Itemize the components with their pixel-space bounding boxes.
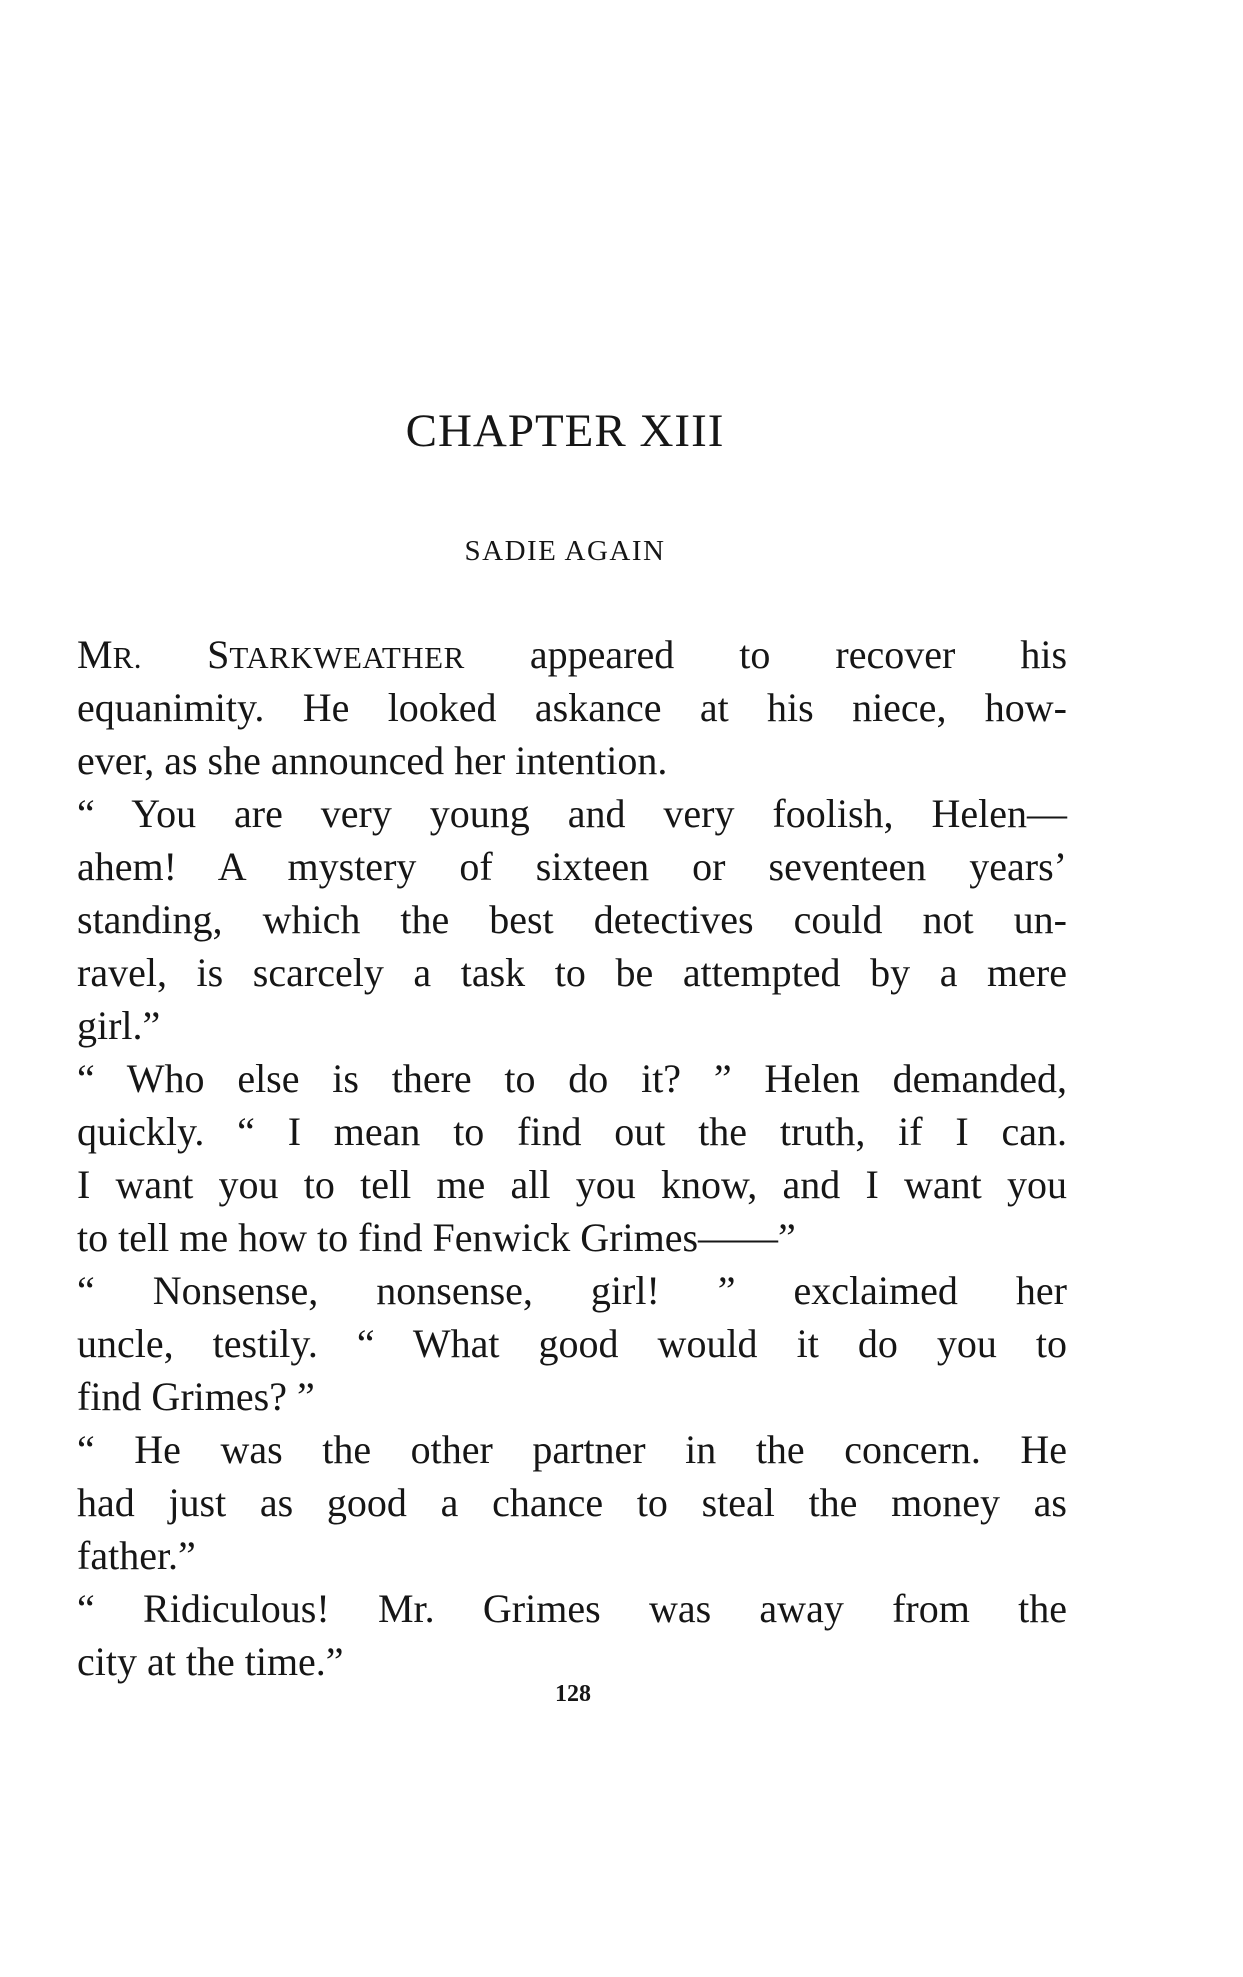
text-line: to tell me how to find Fenwick Grimes——” xyxy=(77,1215,796,1260)
text-line: standing, which the best detectives could not un- xyxy=(77,897,1067,942)
text-line: father.” xyxy=(77,1533,196,1578)
text-line: quickly. “ I mean to find out the truth, if I can. xyxy=(77,1109,1067,1154)
page-number: 128 xyxy=(555,1681,591,1707)
text-line: ever, as she announced her intention. xyxy=(77,738,668,783)
text-line: equanimity. He looked askance at his niece, how- xyxy=(77,685,1067,730)
opening-mr-initial: M xyxy=(77,632,113,677)
opening-name-rest: TARKWEATHER xyxy=(229,640,465,675)
text-line: find Grimes? ” xyxy=(77,1374,315,1419)
text-line: “ He was the other partner in the concern. He xyxy=(77,1427,1067,1472)
text-line: “ Nonsense, nonsense, girl! ” exclaimed her xyxy=(77,1268,1067,1313)
body-text xyxy=(77,628,1067,1688)
opening-mr-rest: R. xyxy=(112,640,143,675)
text-line-content: appeared to recover his xyxy=(529,632,1068,677)
text-line: uncle, testily. “ What good would it do you to xyxy=(77,1321,1067,1366)
text-line: had just as good a chance to steal the money as xyxy=(77,1480,1067,1525)
chapter-title: CHAPTER XIII xyxy=(405,405,725,457)
text-line: ravel, is scarcely a task to be attempted by a mere xyxy=(77,950,1067,995)
chapter-subtitle: SADIE AGAIN xyxy=(464,535,666,567)
text-line: ahem! A mystery of sixteen or seventeen years’ xyxy=(77,844,1067,889)
text-line: “ You are very young and very foolish, Helen— xyxy=(77,791,1067,836)
text-line: “ Ridiculous! Mr. Grimes was away from the xyxy=(77,1586,1067,1631)
opening-name xyxy=(77,632,465,677)
text-line: girl.” xyxy=(77,1003,161,1048)
opening-name-initial: S xyxy=(207,632,230,677)
text-line: I want you to tell me all you know, and I want you xyxy=(77,1162,1067,1207)
text-line: city at the time.” xyxy=(77,1639,344,1684)
text-line xyxy=(77,628,1067,681)
text-line: “ Who else is there to do it? ” Helen demanded, xyxy=(77,1056,1067,1101)
